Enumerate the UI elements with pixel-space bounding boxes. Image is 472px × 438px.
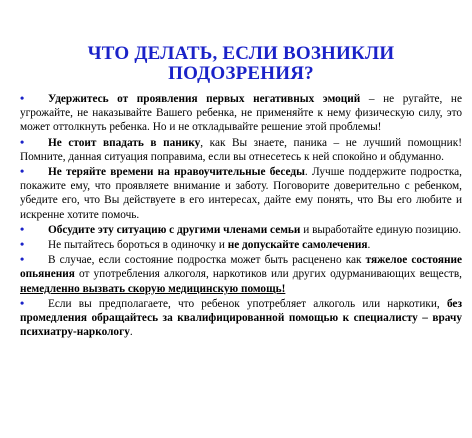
item-text-segment: Обсудите эту ситуацию с другими членами семьи	[48, 223, 301, 236]
list-item	[20, 164, 462, 222]
item-text-segment: немедленно вызвать скорую медицинскую помощь!	[20, 282, 286, 295]
item-text-segment: Удержитесь от проявления первых негативных эмоций	[48, 93, 361, 105]
item-text-segment: от употребления алкоголя, наркотиков или других одурманивающих веществ,	[74, 268, 462, 281]
advice-list	[20, 91, 462, 339]
item-text-segment: Если вы предполагаете, что ребенок употребляет алкоголь или наркотики,	[48, 297, 447, 310]
item-text-segment: В случае, если состояние подростка может быть расценено как	[48, 254, 366, 267]
item-text-segment: тяжелое состояние опьянения	[20, 254, 462, 281]
item-text-segment: и выработайте единую позицию.	[300, 223, 462, 236]
item-text-segment: не допускайте самолечения	[227, 239, 368, 252]
list-item	[20, 237, 462, 252]
page-title: ЧТО ДЕЛАТЬ, ЕСЛИ ВОЗНИКЛИ ПОДОЗРЕНИЯ?	[87, 43, 395, 84]
bullet-icon: •	[20, 221, 25, 236]
item-text-segment: Не стоит впадать в панику	[48, 136, 201, 149]
list-item	[20, 296, 462, 340]
item-text-segment: , как Вы знаете, паника – не лучший помощник! Помните, данная ситуация поправима, если вы отнесетесь к ней спокойно и обдуманно.	[20, 136, 462, 163]
list-item	[20, 91, 462, 135]
bullet-icon: •	[20, 164, 25, 179]
item-text-segment: .	[367, 239, 371, 252]
bullet-icon: •	[20, 237, 25, 252]
item-text-segment: Не теряйте времени на нравоучительные беседы	[48, 166, 305, 179]
bullet-icon: •	[20, 91, 25, 105]
item-text-segment: .	[129, 326, 133, 339]
item-text-segment: – не ругайте, не угрожайте, не наказывайте Вашего ребенка, не применяйте к нему физическую силу, это может оттолкнуть ребенка. Но и не откладывайте решение этой проблемы!	[20, 93, 462, 134]
item-text-segment: без промедления обращайтесь за квалифицированной помощью к специалисту – врачу психиатру-наркологу	[20, 297, 462, 339]
item-text-segment: . Лучше поддержите подростка, покажите ему, что проявляете внимание и заботу. Поговорите доверительно с ребенком, убедите его, что Вы действуете в его интересах, дайте ему понять, что Вы его любите и искренне хотите помочь.	[20, 166, 462, 221]
bullet-icon: •	[20, 295, 25, 310]
bullet-icon: •	[20, 134, 25, 149]
list-item	[20, 135, 462, 164]
item-text-segment: Не пытайтесь бороться в одиночку и	[48, 239, 228, 252]
bullet-icon: •	[20, 252, 25, 267]
list-item	[20, 252, 462, 296]
list-item	[20, 222, 462, 237]
